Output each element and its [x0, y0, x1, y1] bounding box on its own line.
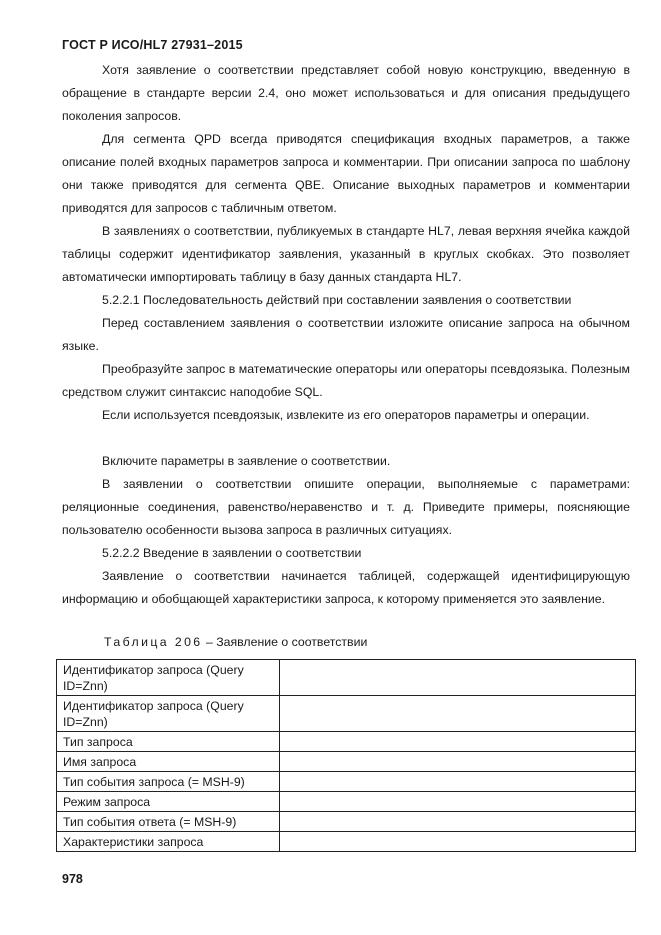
- table-row: [57, 732, 636, 752]
- table-cell-value: [280, 832, 636, 852]
- table-cell-label: Идентификатор запроса (Query ID=Znn): [57, 696, 280, 732]
- table-cell-label: Тип события запроса (= MSH-9): [57, 772, 280, 792]
- paragraph: Преобразуйте запрос в математические операторы или операторы псевдоязыка. Полезным средством служит синтаксис наподобие SQL.: [62, 362, 630, 399]
- table-row: [57, 812, 636, 832]
- table-row: [57, 752, 636, 772]
- table-row: [57, 832, 636, 852]
- table-caption: [104, 635, 367, 649]
- table-caption-dash: –: [205, 635, 213, 649]
- table-cell-value: [280, 696, 636, 732]
- table-row: [57, 660, 636, 696]
- table-cell-label: Характеристики запроса: [57, 832, 280, 852]
- table-cell-value: [280, 772, 636, 792]
- table-cell-value: [280, 732, 636, 752]
- table-caption-label: Таблица 206: [104, 635, 203, 649]
- document-header: ГОСТ Р ИСО/HL7 27931–2015: [62, 38, 243, 52]
- paragraph: В заявлении о соответствии опишите операции, выполняемые с параметрами: реляционные соединения, равенство/неравенство и т. д. Приведите примеры, поясняющие пользователю особенности вызова запроса в различных ситуациях.: [62, 477, 630, 537]
- paragraph: Хотя заявление о соответствии представляет собой новую конструкцию, введенную в обращение в стандарте версии 2.4, оно может использоваться и для описания предыдущего поколения запросов.: [62, 63, 630, 123]
- table-row: [57, 792, 636, 812]
- table-cell-label: Режим запроса: [57, 792, 280, 812]
- table-caption-text: Заявление о соответствии: [216, 635, 368, 649]
- page-number: 978: [62, 872, 83, 886]
- table-cell-label: Тип запроса: [57, 732, 280, 752]
- paragraph: В заявлениях о соответствии, публикуемых в стандарте HL7, левая верхняя ячейка каждой таблицы содержит идентификатор заявления, указанный в круглых скобках. Это позволяет автоматически импортировать таблицу в базу данных стандарта HL7.: [62, 224, 630, 284]
- table-cell-value: [280, 752, 636, 772]
- table-row: [57, 696, 636, 732]
- table-cell-label: Тип события ответа (= MSH-9): [57, 812, 280, 832]
- conformance-statement-table: [56, 659, 636, 852]
- table-cell-value: [280, 792, 636, 812]
- table-cell-label: Идентификатор запроса (Query ID=Znn): [57, 660, 280, 696]
- paragraph: Перед составлением заявления о соответствии изложите описание запроса на обычном языке.: [62, 316, 630, 353]
- paragraph: Включите параметры в заявление о соответствии.: [102, 454, 391, 468]
- section-heading-5-2-2-1: 5.2.2.1 Последовательность действий при составлении заявления о соответствии: [102, 293, 572, 307]
- paragraph: Если используется псевдоязык, извлеките из его операторов параметры и операции.: [102, 408, 590, 422]
- table-cell-label: Имя запроса: [57, 752, 280, 772]
- table-cell-value: [280, 660, 636, 696]
- paragraph: Заявление о соответствии начинается таблицей, содержащей идентифицирующую информацию и обобщающей характеристики запроса, к которому применяется это заявление.: [62, 569, 630, 606]
- table-row: [57, 772, 636, 792]
- table-cell-value: [280, 812, 636, 832]
- section-heading-5-2-2-2: 5.2.2.2 Введение в заявлении о соответствии: [102, 546, 362, 560]
- paragraph: Для сегмента QPD всегда приводятся спецификация входных параметров, а также описание полей входных параметров запроса и комментарии. При описании запроса по шаблону они также приводятся для сегмента QBE. Описание выходных параметров и комментарии приводятся для запросов с табличным ответом.: [62, 132, 630, 215]
